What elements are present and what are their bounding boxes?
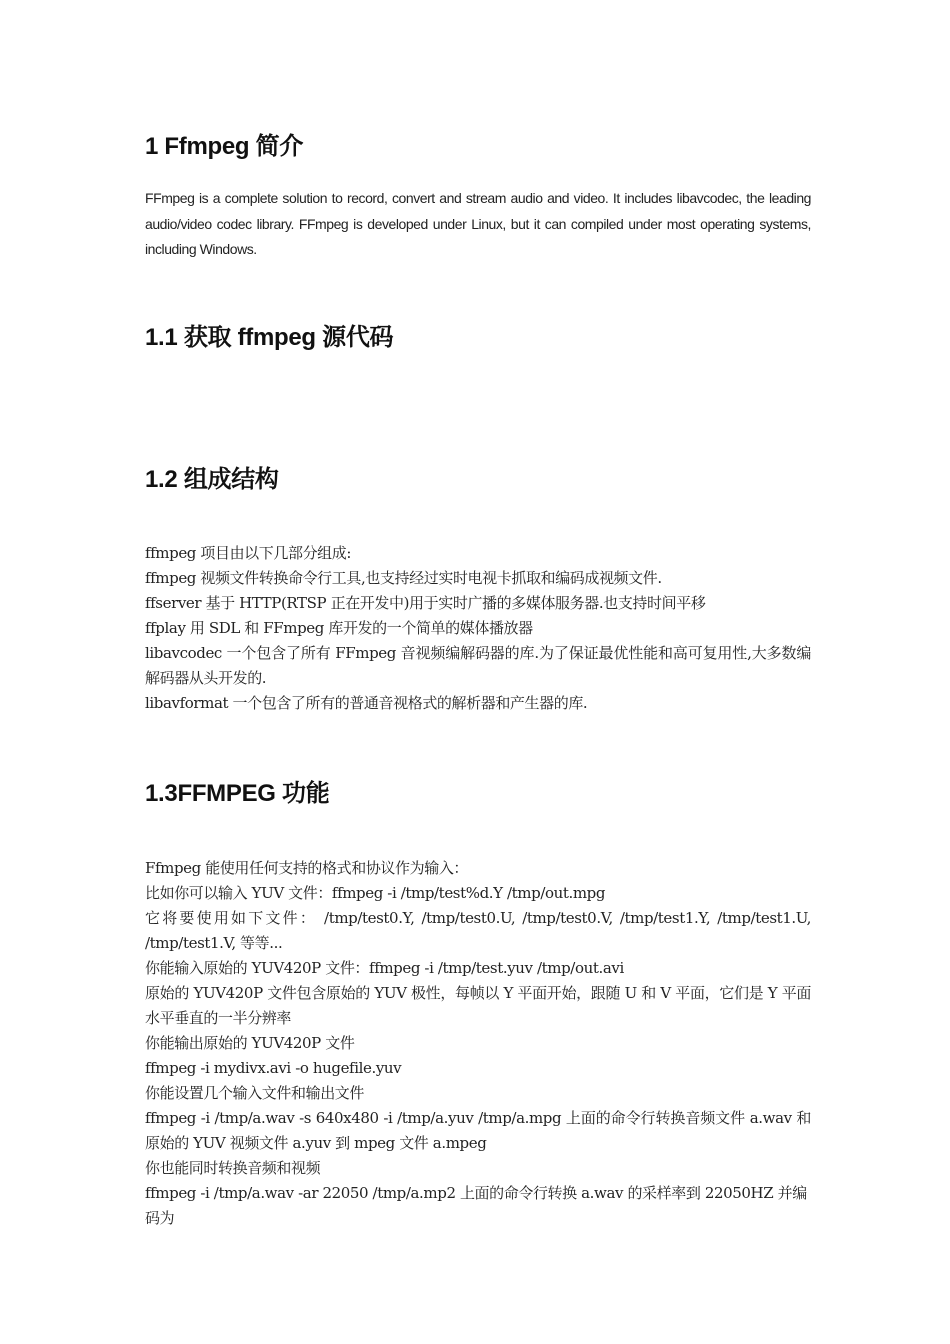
structure-line: ffserver 基于 HTTP(RTSP 正在开发中)用于实时广播的多媒体服务器.也支持时间平移: [145, 594, 706, 612]
structure-list: [145, 541, 811, 716]
features-line: ffmpeg -i mydivx.avi -o hugefile.yuv: [145, 1059, 402, 1077]
features-line: ffmpeg -i /tmp/a.wav -s 640x480 -i /tmp/a.yuv /tmp/a.mpg 上面的命令行转换音频文件 a.wav 和原始的 YUV 视频文件 a.yuv 到 mpeg 文件 a.mpeg: [145, 1109, 811, 1152]
section-heading-features: 1.3FFMPEG 功能: [145, 780, 330, 807]
features-line: 比如你可以输入 YUV 文件：ffmpeg -i /tmp/test%d.Y /tmp/out.mpg: [145, 884, 606, 902]
features-line: 原始的 YUV420P 文件包含原始的 YUV 极性，每帧以 Y 平面开始，跟随 U 和 V 平面，它们是 Y 平面水平垂直的一半分辨率: [145, 984, 811, 1027]
intro-paragraph: FFmpeg is a complete solution to record, convert and stream audio and video. It includes libavcodec, the leading audio/video codec library. FFmpeg is developed under Linux, but it can compiled under most operating systems, including Windows.: [145, 190, 811, 257]
structure-line: libavcodec 一个包含了所有 FFmpeg 音视频编解码器的库.为了保证最优性能和高可复用性,大多数编解码器从头开发的.: [145, 644, 811, 687]
structure-line: ffplay 用 SDL 和 FFmpeg 库开发的一个简单的媒体播放器: [145, 619, 533, 637]
features-line: 你能设置几个输入文件和输出文件: [145, 1084, 365, 1102]
structure-line: ffmpeg 视频文件转换命令行工具,也支持经过实时电视卡抓取和编码成视频文件.: [145, 569, 662, 587]
features-line: 你能输入原始的 YUV420P 文件：ffmpeg -i /tmp/test.yuv /tmp/out.avi: [145, 959, 624, 977]
features-list: [145, 856, 811, 1231]
structure-line: libavformat 一个包含了所有的普通音视格式的解析器和产生器的库.: [145, 694, 588, 712]
features-line: 你也能同时转换音频和视频: [145, 1159, 321, 1177]
features-line: Ffmpeg 能使用任何支持的格式和协议作为输入：: [145, 859, 469, 877]
features-line: ffmpeg -i /tmp/a.wav -ar 22050 /tmp/a.mp2 上面的命令行转换 a.wav 的采样率到 22050HZ 并编码为: [145, 1184, 807, 1227]
section-heading-intro: 1 Ffmpeg 简介: [145, 133, 304, 160]
structure-line: ffmpeg 项目由以下几部分组成:: [145, 544, 352, 562]
features-line: 它将要使用如下文件： /tmp/test0.Y, /tmp/test0.U, /tmp/test0.V, /tmp/test1.Y, /tmp/test1.U, /tmp/test1.V, 等等...: [145, 909, 811, 952]
features-line: 你能输出原始的 YUV420P 文件: [145, 1034, 355, 1052]
section-heading-structure: 1.2 组成结构: [145, 466, 279, 493]
section-heading-source: 1.1 获取 ffmpeg 源代码: [145, 324, 394, 351]
